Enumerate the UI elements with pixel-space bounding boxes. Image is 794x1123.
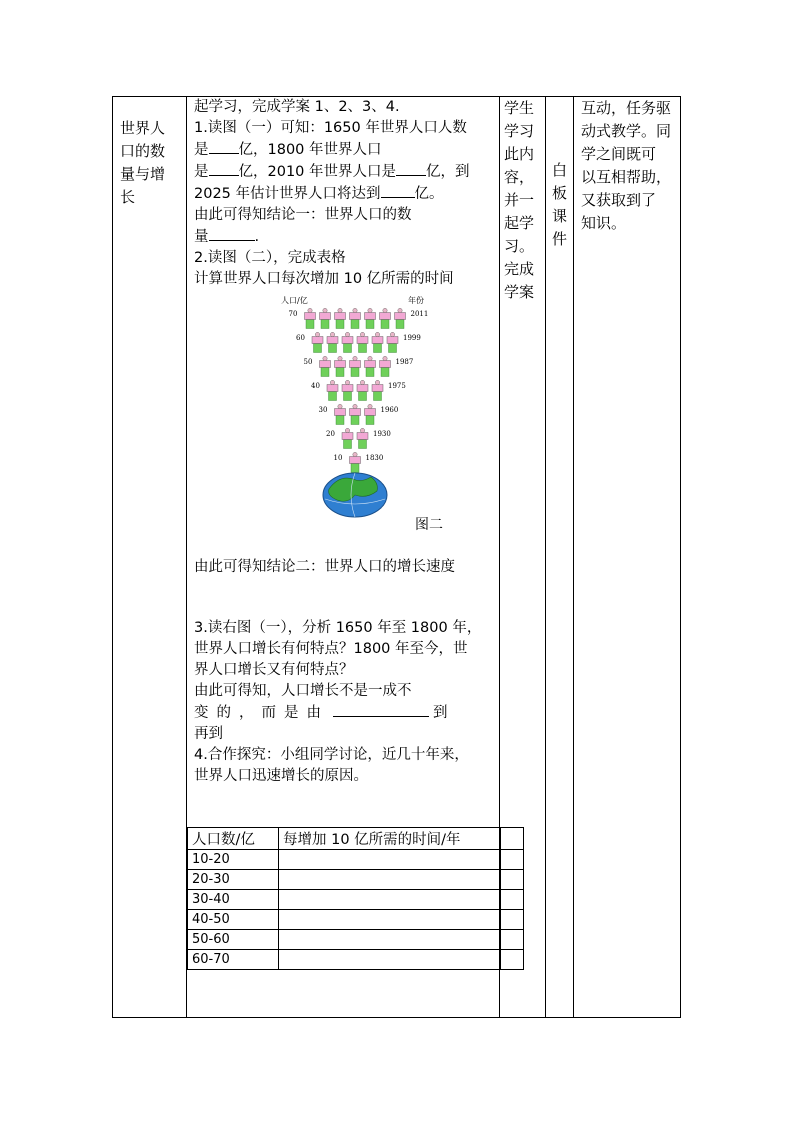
- fill-blank[interactable]: [209, 161, 239, 176]
- q3-line: 3.读右图（一），分析 1650 年至 1800 年，: [194, 620, 482, 636]
- person-icon: [365, 356, 376, 376]
- person-icon: [335, 404, 346, 424]
- person-icon: [357, 428, 368, 448]
- year-tick-label: 1975: [388, 382, 406, 390]
- table-header: 人口数/亿: [188, 828, 279, 850]
- growth-time-table: [187, 827, 524, 970]
- person-icon: [395, 308, 406, 328]
- range-cell: 40-50: [188, 910, 279, 930]
- method-line: 动式教学。同: [581, 122, 672, 140]
- person-icon: [342, 428, 353, 448]
- population-tick-label: 40: [311, 382, 320, 390]
- table-cell: [501, 850, 524, 870]
- person-icon: [335, 356, 346, 376]
- person-icon: [357, 332, 368, 352]
- year-tick-label: 2011: [410, 310, 429, 318]
- q3-line: 由此可得知，人口增长不是一成不: [194, 683, 412, 699]
- student-activity-cell: [504, 97, 546, 304]
- student-line: 学习: [504, 122, 535, 140]
- method-cell: [581, 97, 681, 235]
- range-cell: 50-60: [188, 930, 279, 950]
- range-cell: 60-70: [188, 950, 279, 970]
- media-line: 白: [552, 161, 568, 179]
- conclusion1-line: 由此可得知结论一：世界人口的数: [194, 207, 412, 223]
- person-icon: [342, 380, 353, 400]
- topic-cell: [120, 117, 182, 209]
- person-icon: [387, 332, 398, 352]
- q1-line: 2025 年估计世界人口将达到 亿。: [194, 183, 499, 205]
- population-tick-label: 10: [333, 454, 343, 462]
- population-tick-label: 60: [296, 334, 305, 342]
- table-cell: [501, 930, 524, 950]
- answer-cell[interactable]: [279, 950, 501, 970]
- person-icon: [380, 356, 391, 376]
- q3-line: 变的，而是由 到: [194, 702, 499, 724]
- person-icon: [342, 332, 353, 352]
- q1-line: 是 亿，1800 年世界人口: [194, 139, 499, 161]
- method-line: 以互相帮助，: [581, 168, 672, 186]
- population-figure: [273, 293, 463, 533]
- media-line: 课: [552, 207, 568, 225]
- topic-line: 量与增: [120, 165, 166, 183]
- person-icon: [350, 308, 361, 328]
- student-line: 完成: [504, 260, 535, 278]
- person-icon: [372, 380, 383, 400]
- person-icon: [357, 380, 368, 400]
- person-icon: [350, 404, 361, 424]
- person-icon: [350, 452, 361, 472]
- range-cell: 30-40: [188, 890, 279, 910]
- topic-line: 世界人: [120, 119, 166, 137]
- q4-line: 4.合作探究：小组同学讨论，近几十年来，: [194, 747, 469, 763]
- person-icon: [335, 308, 346, 328]
- year-tick-label: 1999: [403, 334, 421, 342]
- person-icon: [350, 356, 361, 376]
- table-row: [188, 870, 524, 890]
- method-line: 知识。: [581, 214, 627, 232]
- student-line: 起学: [504, 214, 535, 232]
- table-cell: [501, 870, 524, 890]
- person-icon: [312, 332, 323, 352]
- lesson-table: [112, 96, 681, 1018]
- year-tick-label: 1987: [395, 358, 414, 366]
- media-line: 件: [552, 230, 568, 248]
- table-header: 每增加 10 亿所需的时间/年: [279, 828, 501, 850]
- person-icon: [320, 356, 331, 376]
- table-row: [188, 950, 524, 970]
- table-cell: [501, 910, 524, 930]
- year-tick-label: 1930: [373, 430, 391, 438]
- answer-cell[interactable]: [279, 870, 501, 890]
- q1-line: 是 亿，2010 年世界人口是 亿，到: [194, 161, 499, 183]
- table-row: [188, 910, 524, 930]
- fill-blank[interactable]: [209, 226, 255, 241]
- answer-cell[interactable]: [279, 850, 501, 870]
- table-cell: [501, 828, 524, 850]
- topic-line: 口的数: [120, 142, 166, 160]
- person-icon: [320, 308, 331, 328]
- axis-label: 人口/亿: [281, 296, 308, 305]
- student-line: 并一: [504, 191, 535, 209]
- table-cell: [501, 890, 524, 910]
- student-line: 此内: [504, 145, 535, 163]
- student-line: 学案: [504, 283, 535, 301]
- q4-line: 世界人口迅速增长的原因。: [194, 768, 368, 784]
- answer-cell[interactable]: [279, 890, 501, 910]
- method-line: 又获取到了: [581, 191, 657, 209]
- topic-line: 长: [120, 188, 136, 206]
- person-icon: [365, 404, 376, 424]
- person-icon: [372, 332, 383, 352]
- person-icon: [327, 332, 338, 352]
- q3-line: 再到: [194, 726, 223, 742]
- fill-blank[interactable]: [209, 139, 239, 154]
- method-line: 学之间既可: [581, 145, 657, 163]
- population-pyramid-chart: [273, 293, 463, 533]
- year-tick-label: 1960: [380, 406, 399, 414]
- q2-line: 2.读图（二），完成表格: [194, 250, 346, 266]
- conclusion1-line: 量 .: [194, 226, 499, 248]
- method-line: 互动，任务驱: [581, 99, 672, 117]
- population-tick-label: 20: [326, 430, 335, 438]
- answer-cell[interactable]: [279, 930, 501, 950]
- q3-line: 界人口增长又有何特点？: [194, 662, 354, 678]
- table-row: [188, 930, 524, 950]
- year-axis-label: 年份: [408, 296, 424, 305]
- population-tick-label: 30: [318, 406, 328, 414]
- person-icon: [365, 308, 376, 328]
- fill-blank[interactable]: [381, 183, 415, 198]
- fill-blank[interactable]: [396, 161, 426, 176]
- population-tick-label: 70: [288, 310, 298, 318]
- q1-line: 1.读图（一）可知：1650 年世界人口人数: [194, 120, 467, 136]
- conclusion2-text: 由此可得知结论二：世界人口的增长速度: [194, 559, 455, 575]
- population-tick-label: 50: [303, 358, 313, 366]
- fill-blank[interactable]: [333, 702, 429, 717]
- figure-caption: 图二: [415, 517, 443, 533]
- range-cell: 20-30: [188, 870, 279, 890]
- answer-cell[interactable]: [279, 910, 501, 930]
- year-tick-label: 1830: [365, 454, 384, 462]
- range-cell: 10-20: [188, 850, 279, 870]
- intro-text: 起学习，完成学案 1、2、3、4.: [194, 99, 400, 115]
- table-header-row: [188, 828, 524, 850]
- student-line: 容，: [504, 168, 535, 186]
- q3-line: 世界人口增长有何特点？1800 年至今，世: [194, 641, 468, 657]
- person-icon: [305, 308, 316, 328]
- question3-block: [194, 618, 499, 787]
- content-cell: [194, 97, 499, 290]
- media-line: 板: [552, 184, 568, 202]
- student-line: 习。: [504, 237, 535, 255]
- table-row: [188, 890, 524, 910]
- table-cell: [501, 950, 524, 970]
- person-icon: [327, 380, 338, 400]
- media-cell: [552, 159, 574, 251]
- student-line: 学生: [504, 99, 535, 117]
- q2-line: 计算世界人口每次增加 10 亿所需的时间: [194, 271, 454, 287]
- person-icon: [380, 308, 391, 328]
- table-row: [188, 850, 524, 870]
